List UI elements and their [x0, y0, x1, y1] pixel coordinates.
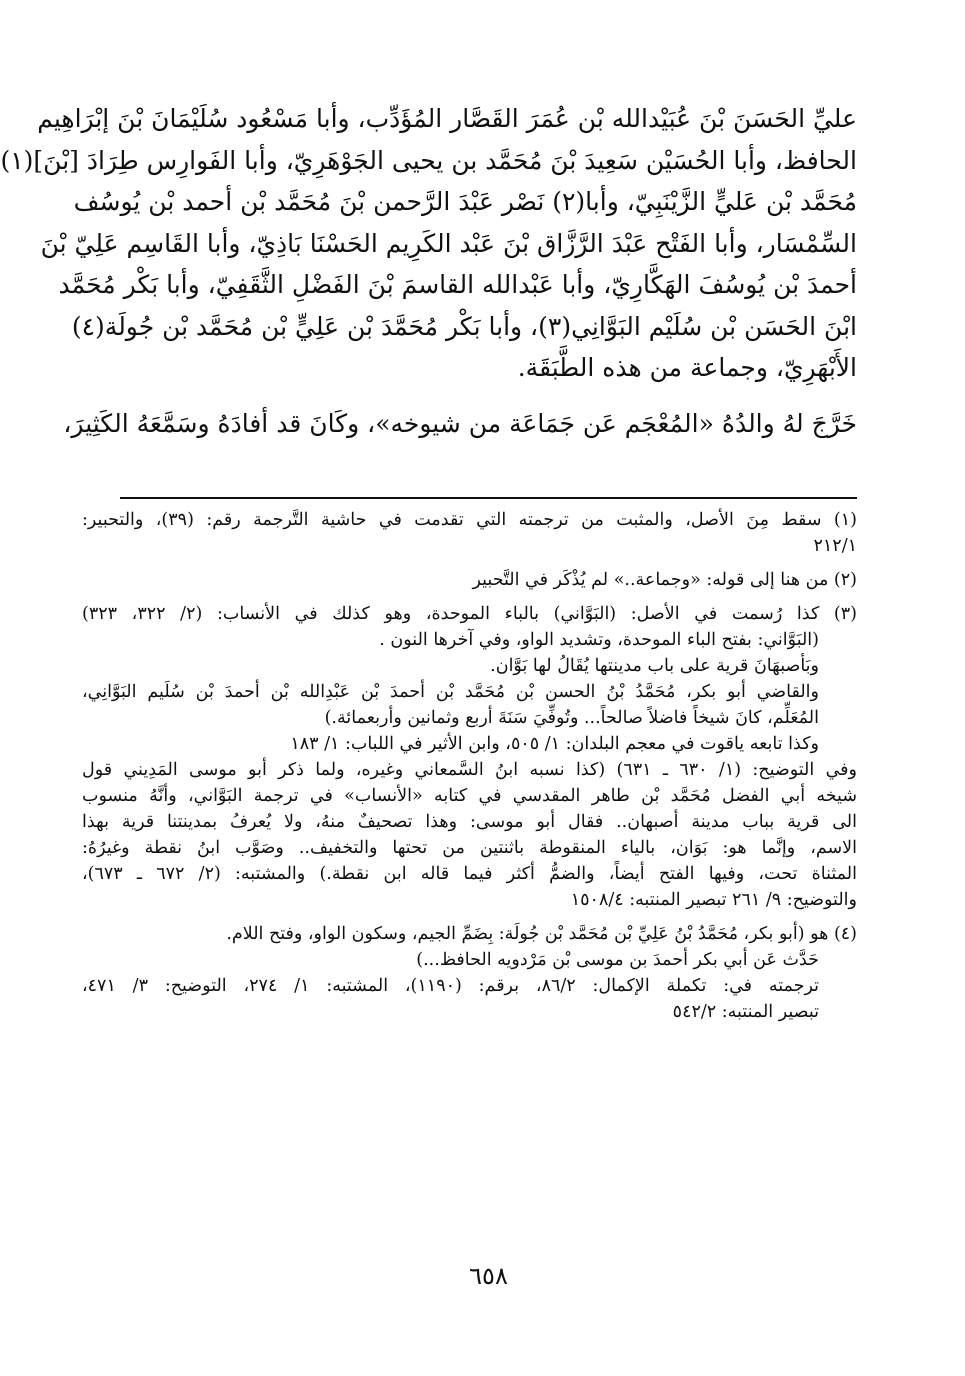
footnote-line: والتوضيح: ٩/ ٢٦١ تبصير المنتبه: ١٥٠٨/٤ — [570, 890, 857, 910]
main-text-line: عليِّ الحَسَنَ بْنَ عُبَيْدالله بْن عُمَرَ القَصَّار المُؤَدِّب، وأبا مَسْعُود سُلَيْمَانَ بْنَ إبْرَاهِيم — [37, 104, 857, 133]
footnote-2 — [82, 567, 857, 593]
footnote-line: وكذا تابعه ياقوت في معجم البلدان: ١/ ٥٠٥، وابن الأثير في اللباب: ١/ ١٨٣ — [290, 734, 819, 754]
footnote-line: وبَأصبهَانَ قرية على باب مدينتها يُقَالُ لها بَوَّان. — [490, 656, 819, 676]
footnote-line: حَدَّث عَن أبي بكر أحمدَ بن موسى بْن مَرْدويه الحافظ...) — [416, 950, 819, 970]
footnote-line: (٤) هو (أبو بكر، مُحَمَّدُ بْنُ عَلِيِّ بْن مُحَمَّد بْن جُولَة: بِضَمِّ الجيم، وسكون الواو، وفتح اللام. — [226, 924, 857, 944]
footnote-line: وفي التوضيح: (١/ ٦٣٠ ـ ٦٣١) (كذا نسبه ابنُ السَّمعاني وغيره، ولما ذكر أبو موسى المَدِيني قول — [82, 760, 857, 780]
main-text-line: مُحَمَّد بْن عَليٍّ الزَّيْنَبِيّ، وأبا(٢) نَصْر عَبْدَ الرَّحمن بْنَ مُحَمَّد بْن أحمد بْن يُوسُف — [73, 187, 857, 216]
main-text-line: الأَبْهَرِيّ، وجماعة من هذه الطَّبَقَة. — [517, 353, 857, 382]
footnote-line: تبصير المنتبه: ٥٤٢/٢ — [672, 1002, 819, 1022]
footnote-line: (البَوَّاني: بفتح الباء الموحدة، وتشديد الواو، وفي آخرها النون . — [379, 630, 819, 650]
footnote-line: الى قرية بباب مدينة أصبهان.. فقال أبو موسى: وهذا تصحيفٌ منهُ، ولا يُعرفُ بمدينتنا قرية بهذا — [82, 812, 857, 832]
footnote-line: (١) سقط مِنَ الأصل، والمثبت من ترجمته التي تقدمت في حاشية التَّرجمة رقم: (٣٩)، والتحبير: — [82, 510, 857, 530]
main-text-line: ابْنَ الحَسَن بْن سُلَيْم البَوَّانِي(٣)، وأبا بَكْر مُحَمَّدَ بْن عَلِيٍّ بْن مُحَمَّد بْن جُولَة(٤) — [71, 311, 857, 341]
footnote-line: المثناة تحت، وفيها الفتح أيضاً، والضمُّ أكثر فيما قاله ابن نقطة.) والمشتبه: (٢/ ٦٧٢ ـ ٦٧٣)، — [82, 864, 857, 884]
main-text-line: السِّمْسَار، وأبا الفَتْح عَبْدَ الرَّزَّاق بْنَ عَبْد الكَرِيم الحَسْنَا بَاذِيّ، وأبا القَاسِم عَلِيّ بْنَ — [40, 228, 857, 258]
main-text-line: الحافظ، وأبا الحُسَيْن سَعِيدَ بْنَ مُحَمَّد بن يحيى الجَوْهَرِيّ، وأبا الفَوارِس طِرَادَ [بْنَ](١) — [0, 145, 857, 175]
main-text-opening-line: خَرَّجَ لهُ والدُهُ «المُعْجَم عَن جَمَاعَة من شيوخه»، وكَانَ قد أفادَهُ وسَمَّعَهُ الكَثِيرَ، — [63, 408, 857, 438]
page-number: ٦٥٨ — [469, 1262, 508, 1290]
main-text-line: أحمدَ بْن يُوسُفَ الهَكَّارِيّ، وأبا عَبْدالله القاسمَ بْنَ الفَضْلِ الثَّقَفِيّ، وأبا بَكْر مُحَمَّد — [58, 270, 857, 299]
footnote-3 — [82, 601, 857, 913]
footnotes — [82, 507, 857, 1033]
footnote-1 — [82, 507, 857, 559]
footnote-line: ترجمته في: تكملة الإكمال: ٨٦/٢، برقم: (١١٩٠)، المشتبه: ١/ ٢٧٤، التوضيح: ٣/ ٤٧١، — [82, 976, 819, 996]
main-text — [0, 98, 857, 444]
footnote-4 — [82, 921, 857, 1025]
footnote-line: الاسم، وإنَّما هو: بَوَان، بالياء المنقوطة باثنتين من تحتها والتخفيف.. وصَوَّب ابنُ نقطة وغيرُهُ: — [82, 838, 857, 858]
footnote-line: شيخه أبي الفضل مُحَمَّد بْن طاهر المقدسي في كتابه «الأنساب» في ترجمة البَوَّاني، وأنَّهُ منسوب — [82, 786, 857, 806]
footnote-line: والقاضي أبو بكر، مُحَمَّدُ بْنُ الحسن بْن مُحَمَّد بْن أحمدَ بْن عَبْدِالله بْن أحمدَ بْن سُلَيم البَوَّانِي، — [82, 682, 819, 702]
footnote-line: (٢) من هنا إلى قوله: «وجماعة..» لم يُذْكَر في التَّحبير — [472, 570, 857, 590]
footnote-line: ٢١٢/١ — [813, 536, 857, 556]
footnote-separator — [120, 497, 857, 499]
footnote-line: (٣) كذا رُسمت في الأصل: (البَوَّاني) بالباء الموحدة، وهو كذلك في الأنساب: (٢/ ٣٢٢، ٣٢٣) — [82, 604, 857, 624]
footnote-line: المُعَلِّم، كانَ شيخاً فاضلاً صالحاً... وتُوفِّيَ سَنَةَ أربع وثمانين وأربعمائة.) — [324, 708, 819, 728]
